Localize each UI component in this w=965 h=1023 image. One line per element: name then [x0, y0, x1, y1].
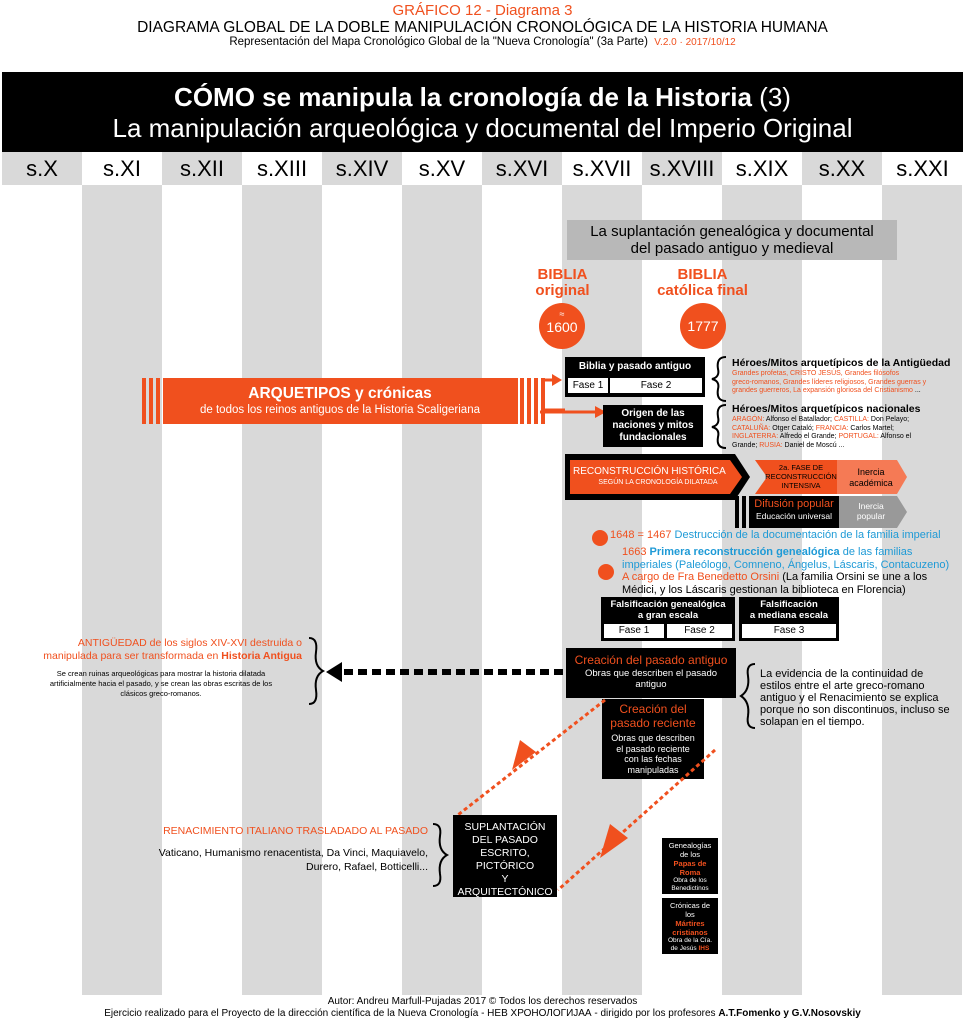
suplantacion-title: La suplantación genealógica y documental del pasado antiguo y medieval	[567, 220, 897, 260]
origen-box: Origen de las naciones y mitos fundacionales	[603, 405, 703, 447]
footer-author: Autor: Andreu Marfull-Pujadas 2017 © Todos los derechos reservados	[327, 996, 638, 1007]
footer-credits: Ejercicio realizado para el Proyecto de la dirección científica de la Nueva Cronología - НЕВ ХРОНОЛОГИЈАА - dirigido por los profesores A.T.Fomenko y G.V.Nosovskiy	[104, 1008, 861, 1019]
brace-icon	[430, 822, 450, 888]
brace-icon	[708, 355, 732, 450]
century-label: s.XI	[103, 156, 141, 181]
heroes-nacionales: Héroes/Mitos arquetípicos nacionales ARAGÓN: Alfonso el Batallador; CASTILLA: Don Pelayo; CATALUÑA: Otger Cataló; FRANCIA: Carlos Martel; INGLATERRA: Alfredo el Grande; PORTUGAL: Alfonso el Grande; RUSIA: Daniel de Moscú ...	[732, 403, 921, 449]
inercia-popular: Inercia popular	[856, 501, 886, 521]
biblia-box: Biblia y pasado antiguo Fase 1 Fase 2	[565, 357, 705, 397]
event-1648: 1648 = 1467 Destrucción de la documentación de la familia imperial	[610, 529, 941, 541]
creacion-reciente-box: Creación del pasado reciente Obras que describen el pasado reciente con las fechas manipuladas	[602, 699, 704, 779]
page-subtitle: Representación del Mapa Cronológico Global de la "Nueva Cronología" (3a Parte) V.2.0 · 2017/10/12	[229, 36, 736, 48]
reconstruccion-label: RECONSTRUCCIÓN HISTÓRICA SEGÚN LA CRONOLOGÍA DILATADA	[573, 466, 726, 486]
falsif-mediana-box: Falsificación a mediana escala Fase 3	[739, 597, 839, 641]
suplantacion-box: SUPLANTACIÓN DEL PASADO ESCRITO, PICTÓRICO Y ARQUITECTÓNICO	[453, 815, 557, 897]
version: V.2.0 · 2017/10/12	[654, 37, 736, 48]
page-title: DIAGRAMA GLOBAL DE LA DOBLE MANIPULACIÓN CRONOLÓGICA DE LA HISTORIA HUMANA	[137, 19, 828, 36]
banner-line1: CÓMO se manipula la cronología de la Historia (3)	[174, 82, 791, 112]
century-label: s.XVI	[482, 152, 562, 185]
seal-1777-icon: 1777	[680, 303, 726, 349]
century-label: s.XIV	[322, 152, 402, 185]
brace-icon	[738, 662, 758, 730]
inercia-academica: Inercia académica	[849, 467, 893, 488]
footer	[0, 996, 965, 1020]
falsif-gran-box: Falsificación genealógica a gran escala Fase 1 Fase 2	[601, 597, 735, 641]
evidencia-text: La evidencia de la continuidad de estilos entre el arte greco-romano antiguo y el Renacimiento se explica porque no son discontinuos, incluso se solapan en el tiempo.	[760, 668, 950, 728]
biblia-catolica-label: BIBLIA católica final	[657, 266, 748, 299]
arquetipos-label: ARQUETIPOS y crónicas de todos los reinos antiguos de la Historia Scaligeriana	[200, 385, 480, 416]
biblia-original-label: BIBLIA original	[535, 266, 590, 299]
fase1-tab: Fase 1	[604, 624, 664, 638]
century-label: s.XII	[162, 152, 242, 185]
seal-1600-icon: ≈ 1600	[539, 303, 585, 349]
heroes-antiguedad: Héroes/Mitos arquetípicos de la Antigüedad Grandes profetas, CRISTO JESÚS, Grandes filósofos greco-romanos, Grandes líderes religiosos, Grandes guerras y grandes guerreros, La expansión gloriosa del Cristianismo ...	[732, 357, 951, 394]
chart-id: GRÁFICO 12 - Diagrama 3	[392, 2, 573, 19]
banner-line2: La manipulación arqueológica y documental del Imperio Original	[112, 113, 853, 143]
century-label: s.XV	[418, 156, 466, 181]
event-1663: 1663 Primera reconstrucción genealógica de las familias imperiales (Paleólogo, Comneno, Ángelus, Láscaris, Contacuzeno) A cargo de Fra Benedetto Orsini (La familia Orsini se une a los Médici, y los Láscaris gestionan la biblioteca en Florencia)	[622, 546, 950, 596]
fase2-tab: Fase 2	[667, 624, 732, 638]
arrow-to-origen-icon	[540, 404, 610, 420]
century-label: s.X	[2, 152, 82, 185]
banner	[2, 72, 963, 152]
fase3-tab: Fase 3	[742, 624, 836, 638]
fase2-tab: Fase 2	[610, 378, 702, 393]
creacion-antiguo-box: Creación del pasado antiguo Obras que describen el pasado antiguo	[566, 648, 736, 698]
century-label: s.XXI	[896, 156, 949, 181]
century-label: s.XX	[802, 152, 882, 185]
header	[0, 2, 965, 49]
brace-icon	[306, 636, 326, 706]
century-label: s.XIX	[735, 156, 789, 181]
century-label: s.XIII	[256, 156, 308, 181]
fase2a-label: 2a. FASE DE RECONSTRUCCIÓN INTENSIVA	[765, 463, 837, 490]
century-label: s.XVII	[572, 156, 632, 181]
century-label: s.XVIII	[642, 152, 722, 185]
dashed-arrow-left-icon	[326, 660, 566, 684]
antiguedad-block: ANTIGÜEDAD de los siglos XIV-XVI destruida o manipulada para ser transformada en Historia Antigua Se crean ruinas arqueológicas para mostrar la historia dilatada artificialmente hacia el pasado, y se crean las obras escritas de los clásicos greco-romanos.	[43, 637, 302, 698]
renacimiento-block: RENACIMIENTO ITALIANO TRASLADADO AL PASADO Vaticano, Humanismo renacentista, Da Vinci, Maquiavelo, Durero, Rafael, Botticelli...	[158, 825, 428, 873]
cronicas-box: Crónicas de los Mártires cristianos Obra de la Cía. de Jesús IHS	[662, 898, 718, 954]
difusion-label: Difusión popular Educación universal	[754, 498, 834, 521]
fase1-tab: Fase 1	[568, 378, 608, 393]
genealogias-box: Genealogías de los Papas de Roma Obra de los Benedictinos	[662, 838, 718, 894]
